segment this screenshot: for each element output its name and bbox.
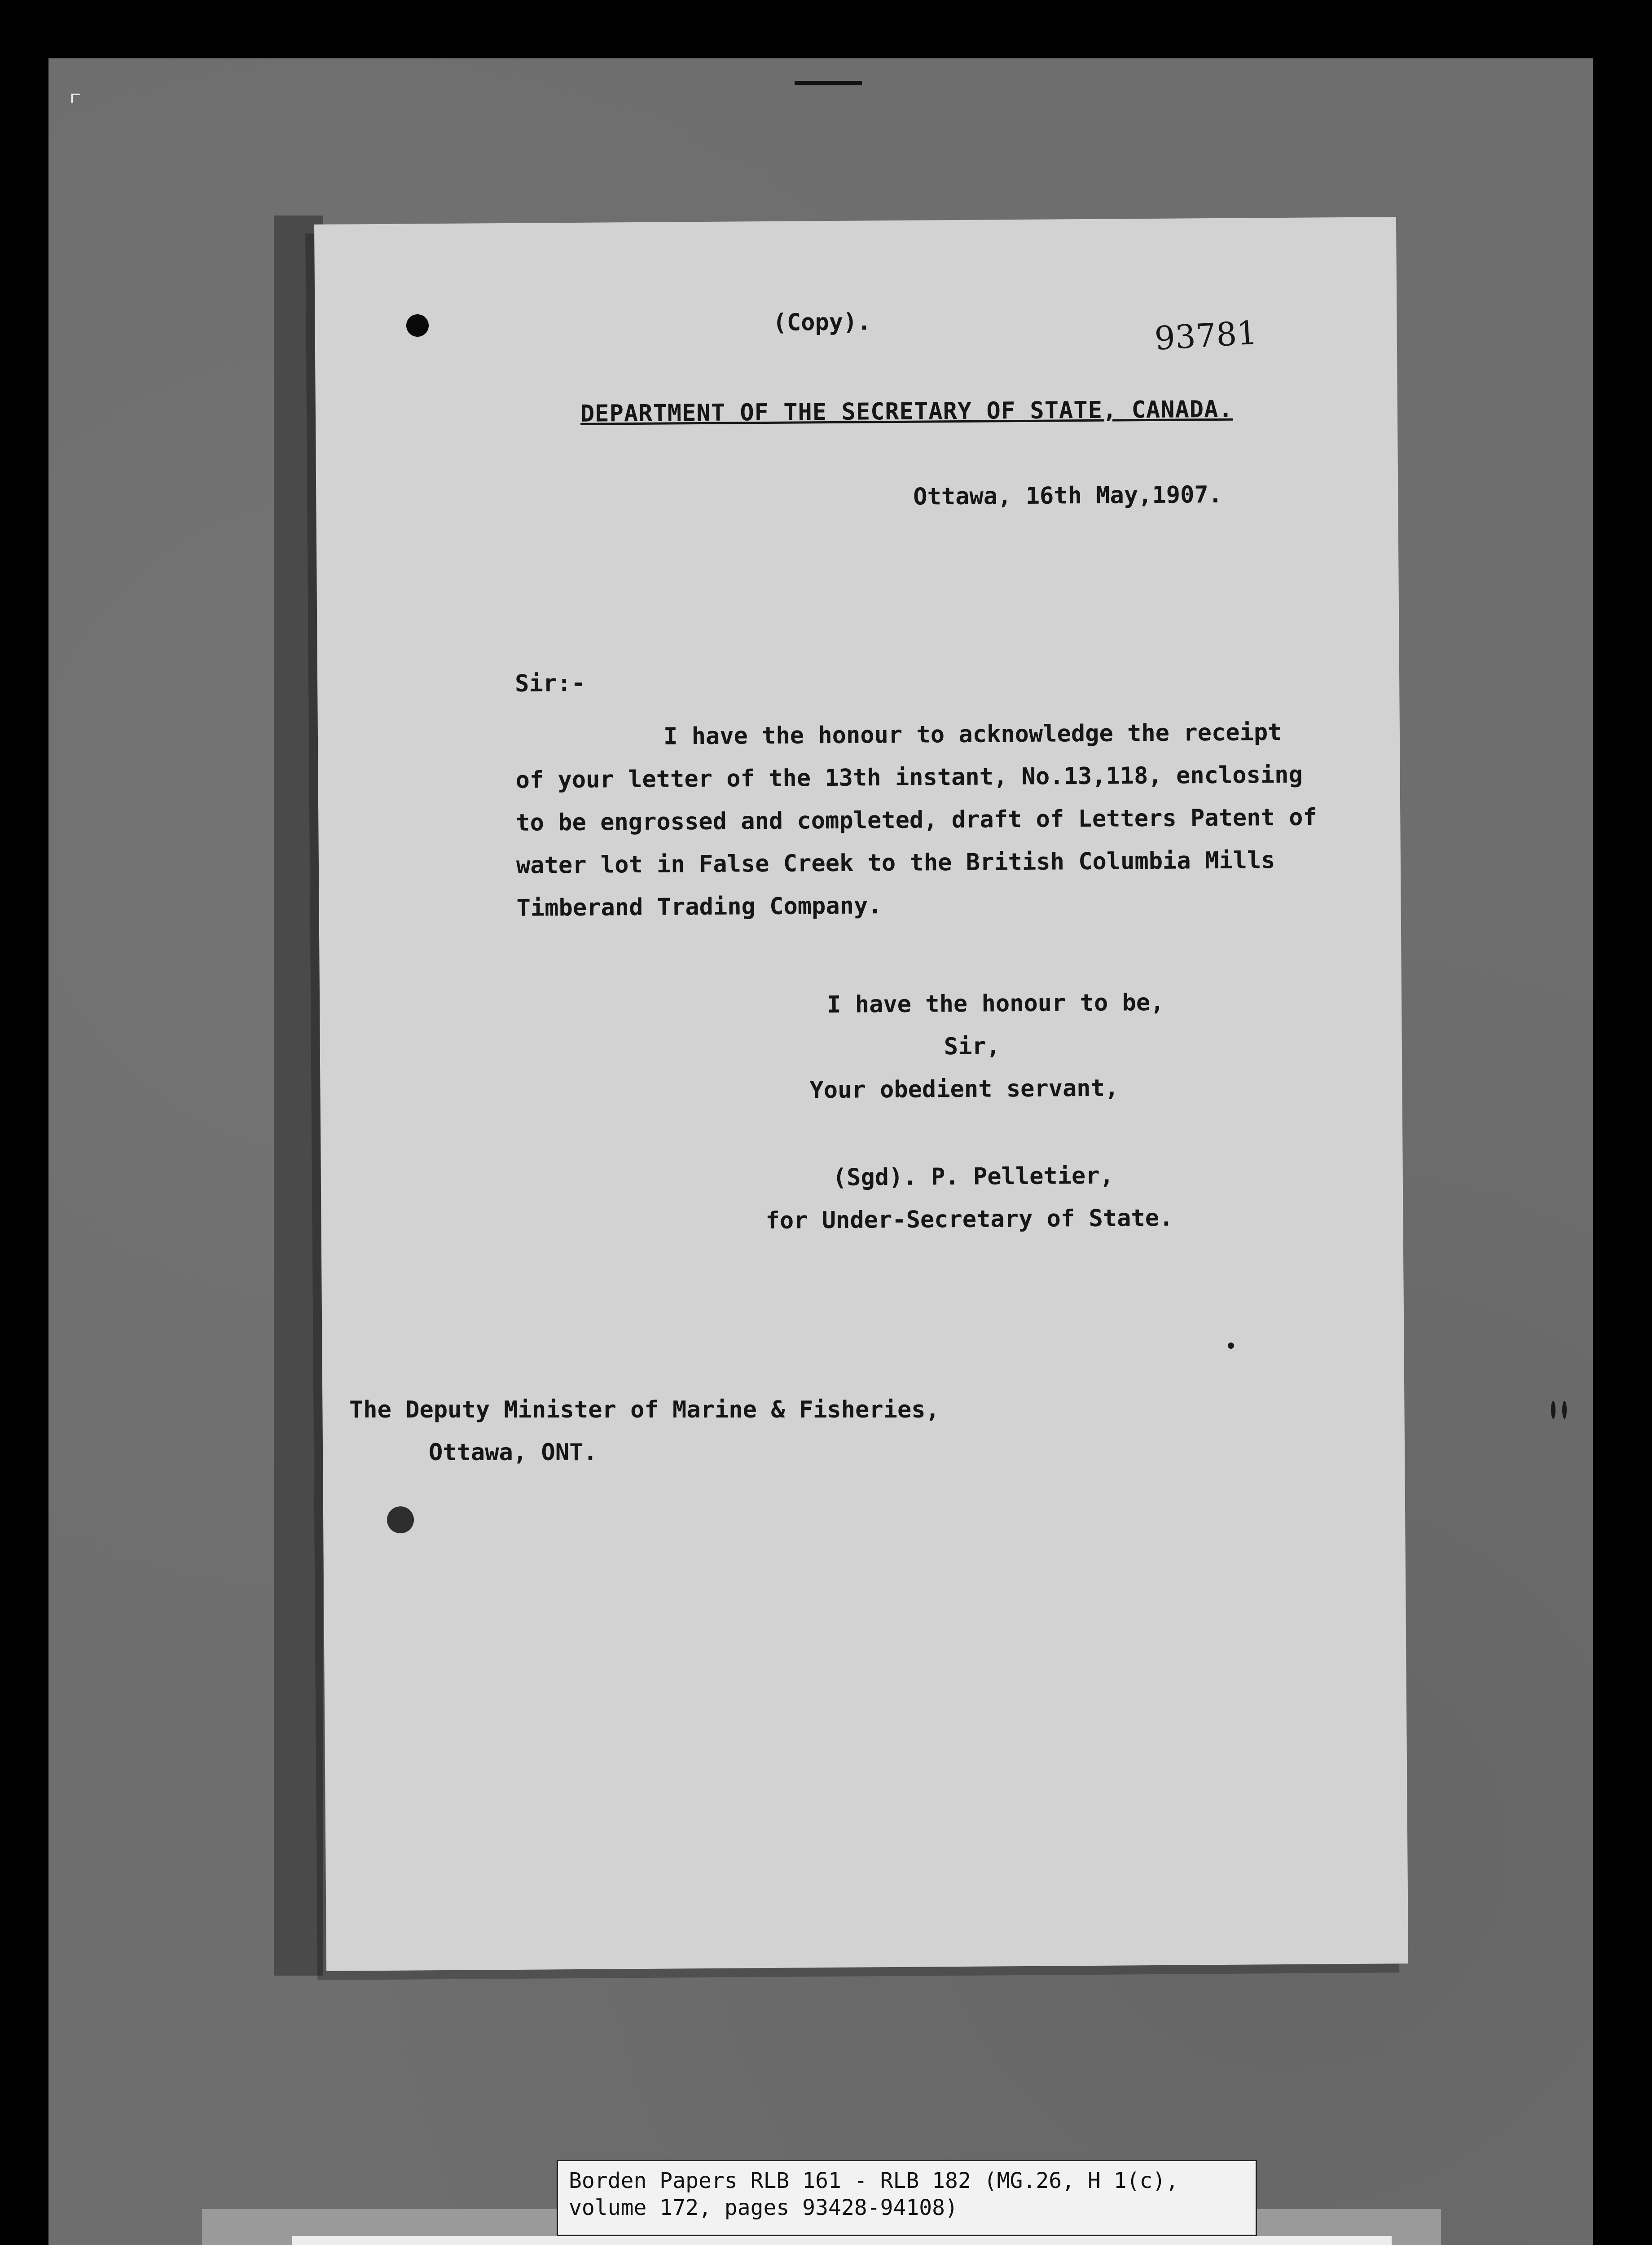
punch-hole (387, 1506, 414, 1533)
date-line: Ottawa, 16th May,1907. (913, 481, 1223, 511)
document-number: 93781 (1153, 313, 1259, 357)
body-line: Timberand Trading Company. (516, 892, 882, 922)
body-line: to be engrossed and completed, draft of Letters Patent of (516, 804, 1317, 836)
body-line: water lot in False Creek to the British Columbia Mills (516, 847, 1275, 879)
body-line: of your letter of the 13th instant, No.13,118, enclosing (515, 761, 1303, 794)
reference-line: Borden Papers RLB 161 - RLB 182 (MG.26, H 1(c), (569, 2168, 1179, 2193)
salutation: Sir:- (514, 669, 585, 697)
closing-line: I have the honour to be, (826, 989, 1164, 1019)
punch-hole (406, 314, 429, 337)
corner-mark: ⌜ (67, 88, 84, 119)
closing-line: Sir, (944, 1033, 1001, 1061)
frame-dash (795, 81, 862, 85)
department-heading: DEPARTMENT OF THE SECRETARY OF STATE, CANADA. (580, 396, 1233, 427)
film-speck (1562, 1401, 1567, 1419)
film-speck (1551, 1401, 1555, 1419)
letter-sheet (314, 217, 1408, 1971)
archives-card (292, 2236, 1392, 2245)
reference-line: volume 172, pages 93428-94108) (569, 2195, 958, 2220)
copy-heading: (Copy). (773, 308, 871, 336)
film-speck (1228, 1343, 1234, 1349)
closing-line: Your obedient servant, (809, 1074, 1119, 1104)
signature-line: (Sgd). P. Pelletier, (832, 1162, 1114, 1191)
signatory-title: for Under-Secretary of State. (765, 1204, 1173, 1235)
addressee-line: Ottawa, ONT. (429, 1439, 598, 1466)
addressee-line: The Deputy Minister of Marine & Fisheries, (349, 1396, 940, 1423)
body-line: I have the honour to acknowledge the receipt (663, 718, 1282, 750)
reference-label (557, 2160, 1257, 2236)
